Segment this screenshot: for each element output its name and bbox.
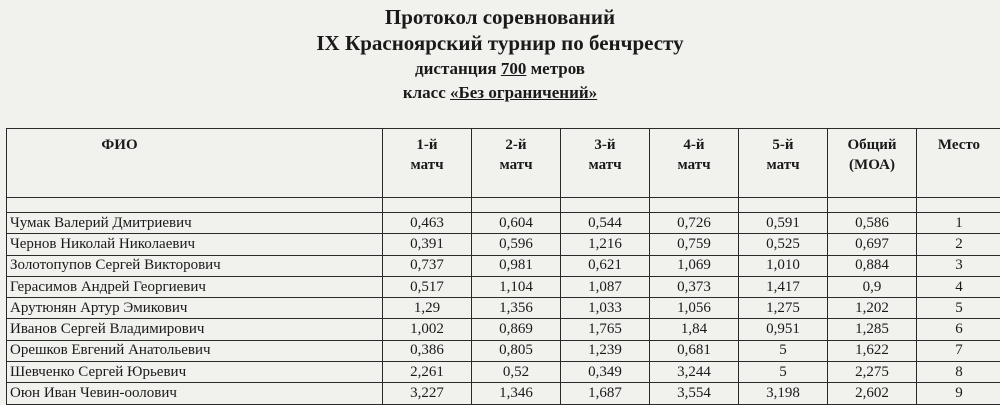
header-match-3-word: матч (588, 157, 621, 173)
class-prefix: класс (403, 83, 450, 102)
distance-value: 700 (501, 59, 527, 78)
header-match-3-num: 3-й (594, 137, 615, 153)
table-row (7, 298, 1000, 319)
cell-match-3: 0,544 (561, 213, 650, 234)
cell-match-2: 0,981 (472, 255, 561, 276)
cell-match-5: 5 (739, 362, 828, 383)
cell-place: 2 (917, 234, 1000, 255)
header-place: Место (917, 129, 1000, 198)
header-match-1-word: матч (410, 157, 443, 173)
table-row (7, 255, 1000, 276)
cell-match-4: 1,056 (650, 298, 739, 319)
cell-match-5: 1,417 (739, 276, 828, 297)
cell-name: Арутюнян Артур Эмикович (7, 298, 383, 319)
cell-match-3: 1,239 (561, 340, 650, 361)
cell-match-4: 3,554 (650, 383, 739, 404)
cell-name: Иванов Сергей Владимирович (7, 319, 383, 340)
header-total (828, 129, 917, 198)
header-match-2 (472, 129, 561, 198)
table-row (7, 362, 1000, 383)
distance-line (0, 58, 1000, 80)
cell-place: 9 (917, 383, 1000, 404)
cell-match-2: 1,356 (472, 298, 561, 319)
table-row (7, 383, 1000, 404)
header-match-1-num: 1-й (416, 137, 437, 153)
cell-match-3: 1,087 (561, 276, 650, 297)
cell-total: 1,202 (828, 298, 917, 319)
cell-match-4: 0,373 (650, 276, 739, 297)
cell-match-1: 0,463 (383, 213, 472, 234)
cell-name: Чумак Валерий Дмитриевич (7, 213, 383, 234)
cell-match-3: 1,033 (561, 298, 650, 319)
cell-match-3: 0,621 (561, 255, 650, 276)
header-match-1 (383, 129, 472, 198)
cell-match-3: 1,687 (561, 383, 650, 404)
cell-match-3: 0,349 (561, 362, 650, 383)
header-row (7, 129, 1000, 198)
cell-match-1: 3,227 (383, 383, 472, 404)
header-match-4-word: матч (677, 157, 710, 173)
cell-place: 4 (917, 276, 1000, 297)
cell-total: 0,9 (828, 276, 917, 297)
cell-name: Чернов Николай Николаевич (7, 234, 383, 255)
cell-match-4: 0,681 (650, 340, 739, 361)
spacer-row (7, 198, 1000, 213)
cell-match-5: 3,198 (739, 383, 828, 404)
cell-match-1: 2,261 (383, 362, 472, 383)
table-row (7, 213, 1000, 234)
cell-match-2: 0,604 (472, 213, 561, 234)
header-match-5 (739, 129, 828, 198)
cell-place: 8 (917, 362, 1000, 383)
cell-match-5: 1,275 (739, 298, 828, 319)
cell-total: 0,884 (828, 255, 917, 276)
cell-match-4: 1,84 (650, 319, 739, 340)
cell-match-1: 1,29 (383, 298, 472, 319)
cell-match-5: 5 (739, 340, 828, 361)
class-line (0, 82, 1000, 104)
header-match-5-num: 5-й (772, 137, 793, 153)
table-row (7, 276, 1000, 297)
cell-match-2: 0,869 (472, 319, 561, 340)
cell-name: Шевченко Сергей Юрьевич (7, 362, 383, 383)
cell-match-1: 0,386 (383, 340, 472, 361)
cell-total: 2,275 (828, 362, 917, 383)
cell-place: 6 (917, 319, 1000, 340)
header-match-2-num: 2-й (505, 137, 526, 153)
cell-match-2: 0,805 (472, 340, 561, 361)
cell-match-5: 0,591 (739, 213, 828, 234)
cell-match-2: 1,104 (472, 276, 561, 297)
cell-place: 7 (917, 340, 1000, 361)
header-match-4 (650, 129, 739, 198)
cell-name: Золотопупов Сергей Викторович (7, 255, 383, 276)
document-title: Протокол соревнований (0, 4, 1000, 30)
cell-match-1: 0,517 (383, 276, 472, 297)
document-subtitle: IX Красноярский турнир по бенчресту (0, 30, 1000, 56)
cell-total: 0,586 (828, 213, 917, 234)
cell-match-1: 0,737 (383, 255, 472, 276)
table-row (7, 319, 1000, 340)
header-total-word: Общий (847, 137, 896, 153)
header-match-2-word: матч (499, 157, 532, 173)
cell-total: 1,622 (828, 340, 917, 361)
header-total-unit: (МОА) (849, 157, 895, 173)
distance-prefix: дистанция (415, 59, 501, 78)
header-match-4-num: 4-й (683, 137, 704, 153)
cell-match-5: 1,010 (739, 255, 828, 276)
table-row (7, 234, 1000, 255)
cell-match-1: 0,391 (383, 234, 472, 255)
cell-match-4: 1,069 (650, 255, 739, 276)
header-match-3 (561, 129, 650, 198)
cell-match-4: 0,759 (650, 234, 739, 255)
cell-match-1: 1,002 (383, 319, 472, 340)
results-table (6, 128, 1000, 405)
header-match-5-word: матч (766, 157, 799, 173)
header-name: ФИО (7, 129, 383, 198)
cell-match-2: 0,596 (472, 234, 561, 255)
cell-match-2: 0,52 (472, 362, 561, 383)
cell-match-5: 0,951 (739, 319, 828, 340)
cell-match-4: 3,244 (650, 362, 739, 383)
cell-total: 0,697 (828, 234, 917, 255)
class-value: «Без ограничений» (450, 83, 597, 102)
cell-match-5: 0,525 (739, 234, 828, 255)
distance-suffix: метров (526, 59, 585, 78)
cell-place: 3 (917, 255, 1000, 276)
cell-match-2: 1,346 (472, 383, 561, 404)
cell-name: Герасимов Андрей Георгиевич (7, 276, 383, 297)
cell-match-4: 0,726 (650, 213, 739, 234)
cell-total: 1,285 (828, 319, 917, 340)
cell-place: 5 (917, 298, 1000, 319)
cell-name: Орешков Евгений Анатольевич (7, 340, 383, 361)
cell-total: 2,602 (828, 383, 917, 404)
cell-match-3: 1,765 (561, 319, 650, 340)
cell-match-3: 1,216 (561, 234, 650, 255)
table-row (7, 340, 1000, 361)
cell-place: 1 (917, 213, 1000, 234)
cell-name: Оюн Иван Чевин-оолович (7, 383, 383, 404)
